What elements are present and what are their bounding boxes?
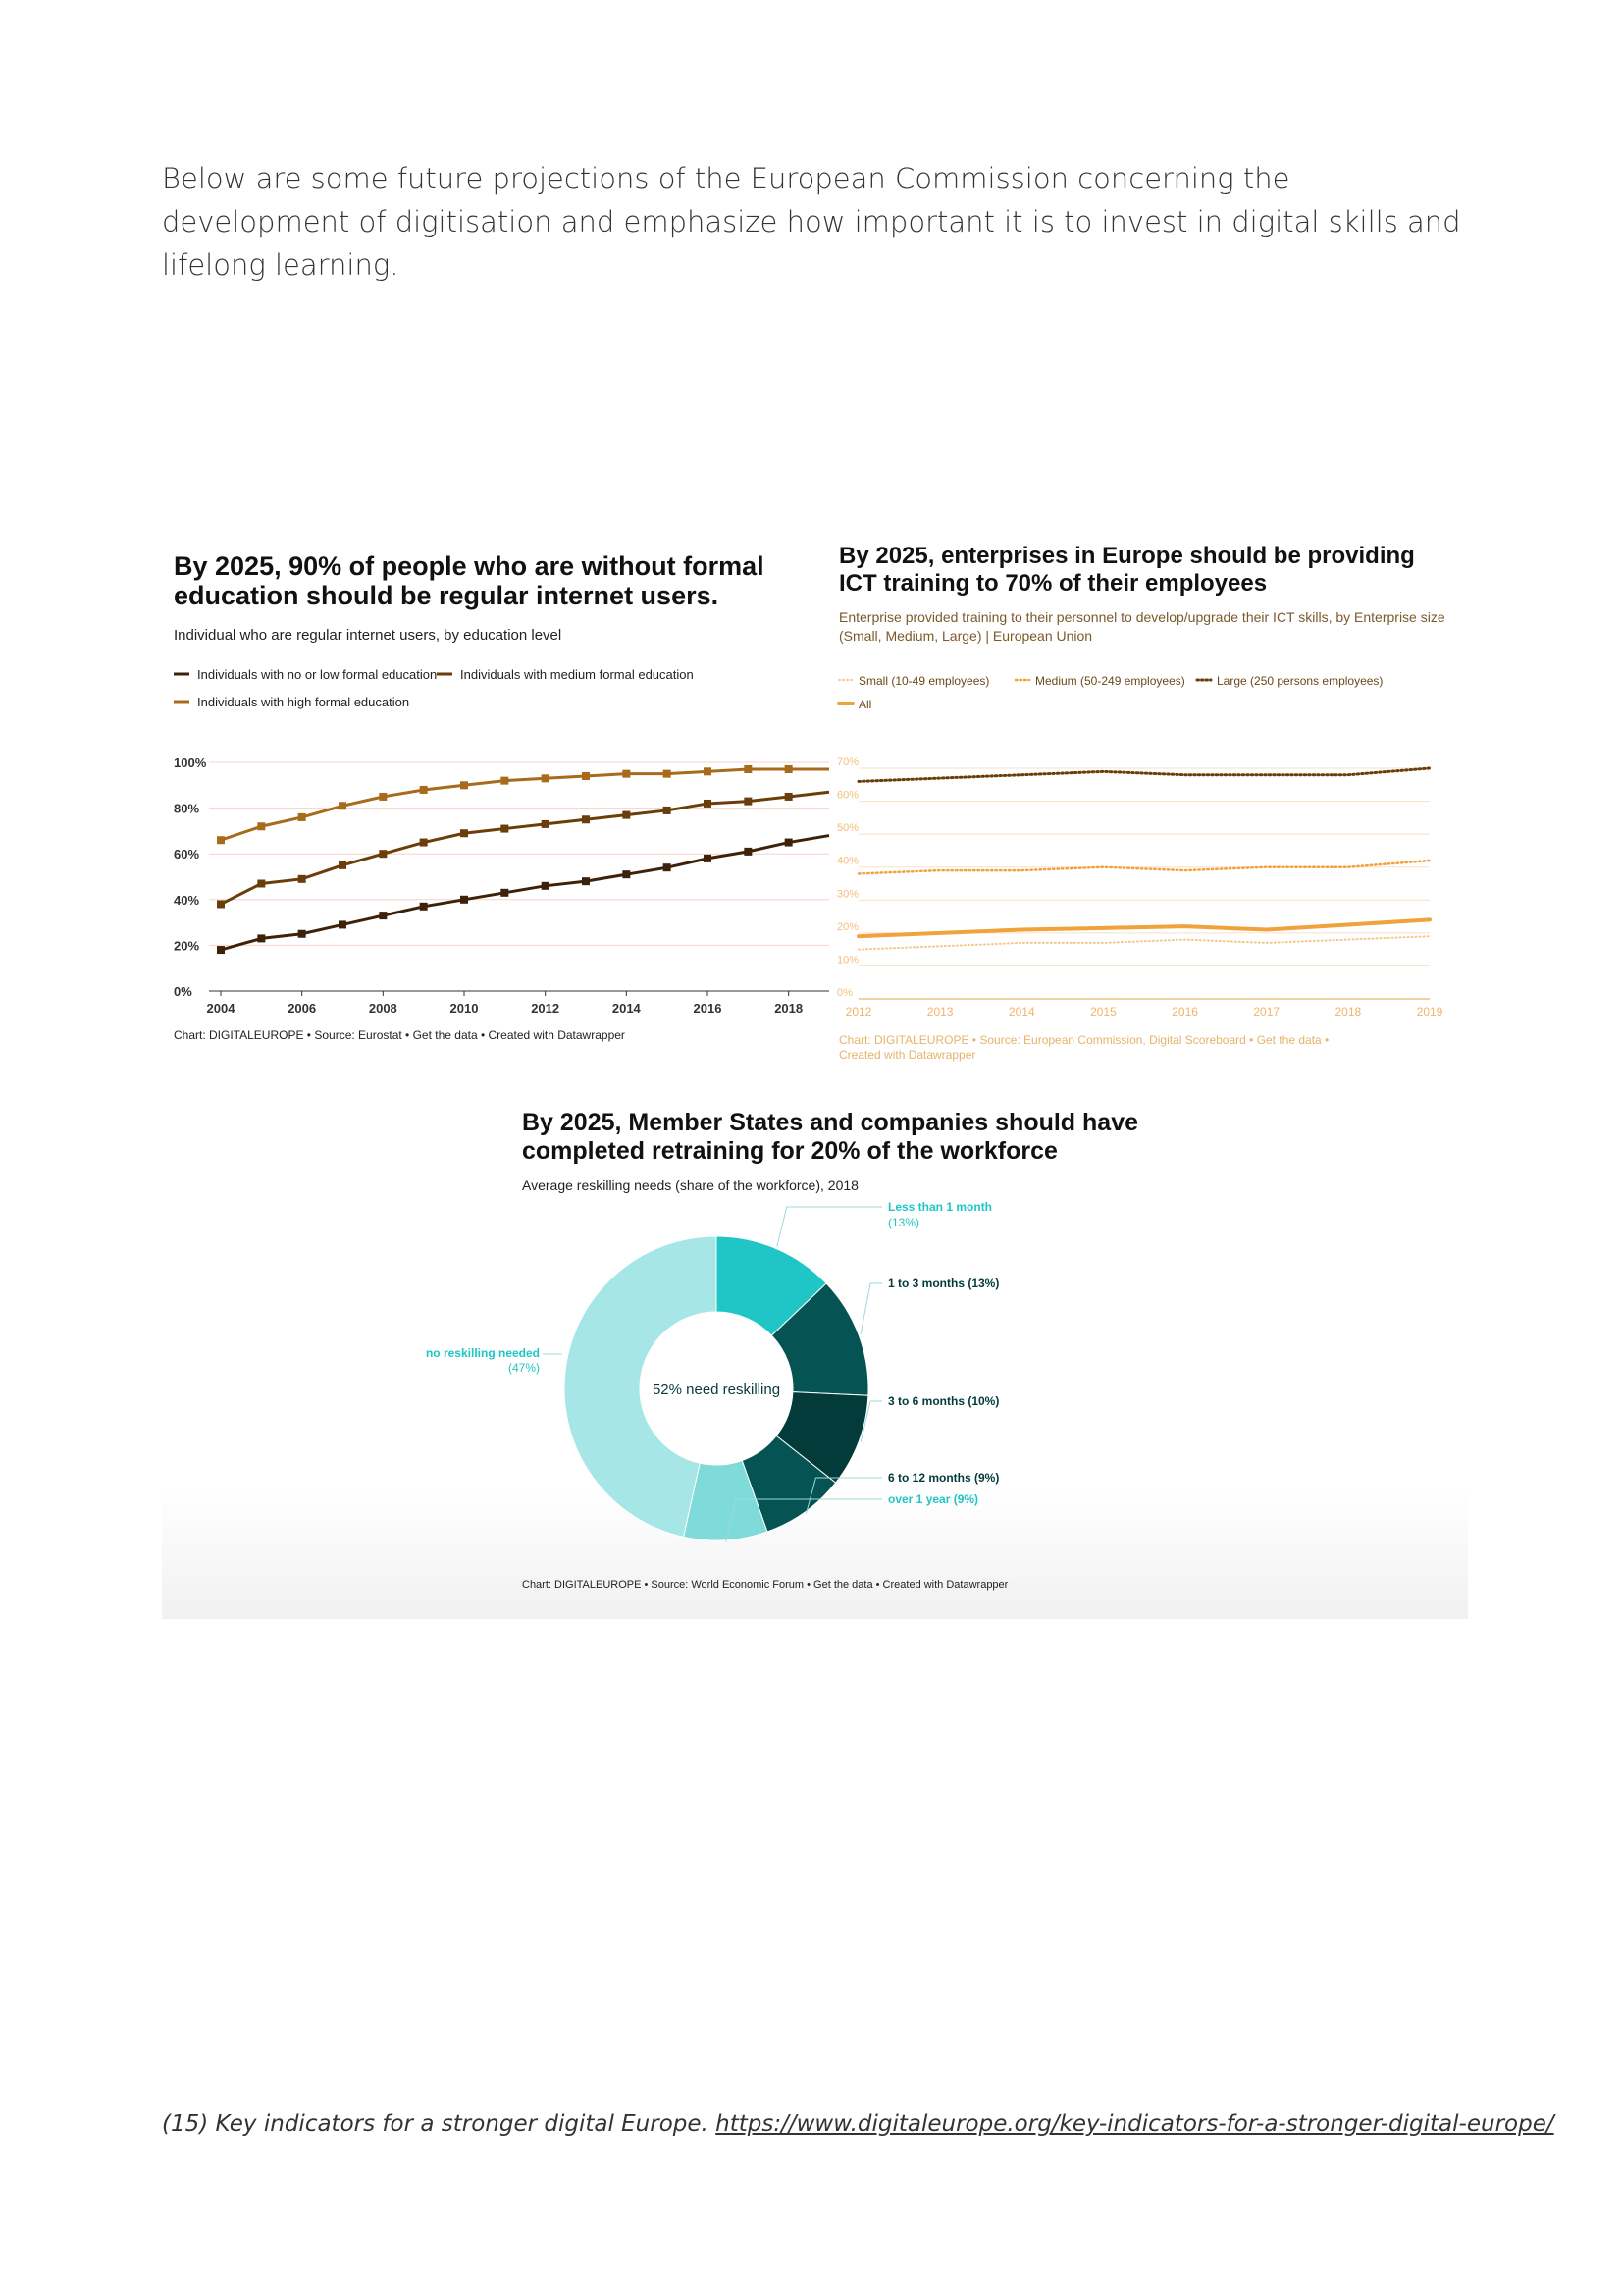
chart3-title: By 2025, Member States and companies should have completed retraining for 20% of the workforce	[522, 1109, 1139, 1165]
chart2-svg	[829, 651, 1467, 1018]
data-point	[744, 765, 752, 773]
x-tick-label: 2019	[1416, 1005, 1443, 1018]
data-point	[217, 900, 225, 908]
y-tick-label: 0%	[837, 987, 853, 999]
data-point	[298, 813, 306, 821]
y-tick-label: 50%	[837, 822, 860, 835]
data-point	[704, 800, 711, 808]
data-point	[785, 839, 793, 847]
y-tick-label: 100%	[174, 756, 207, 770]
legend-label-3: Large (250 persons employees)	[1217, 674, 1384, 688]
data-point	[542, 774, 549, 782]
series-line-3	[221, 769, 829, 840]
data-point	[622, 811, 630, 819]
slice-label-1: Less than 1 month	[888, 1200, 993, 1214]
donut-center-label: 52% need reskilling	[652, 1382, 781, 1398]
y-tick-label: 40%	[837, 855, 860, 867]
leader-line-1	[777, 1207, 882, 1247]
data-point	[420, 786, 428, 794]
data-point	[257, 822, 265, 830]
x-tick-label: 2013	[926, 1005, 954, 1018]
legend-label-1: Individuals with no or low formal education	[197, 667, 438, 682]
x-tick-label: 2016	[1172, 1005, 1198, 1018]
data-point	[663, 807, 671, 814]
data-point	[379, 793, 387, 801]
series-line-4	[859, 919, 1430, 936]
chart2-subtitle: Enterprise provided training to their personnel to develop/upgrade their ICT skills, by Enterprise size (Small, Medium, Large) | European Union	[839, 609, 1445, 644]
data-point	[460, 896, 468, 904]
legend-label-3: Individuals with high formal education	[197, 695, 410, 709]
data-point	[257, 934, 265, 942]
data-point	[379, 850, 387, 858]
x-tick-label: 2016	[693, 1001, 722, 1016]
data-point	[663, 770, 671, 778]
data-point	[460, 781, 468, 789]
data-point	[379, 912, 387, 919]
chart3-subtitle: Average reskilling needs (share of the workforce), 2018	[522, 1177, 859, 1193]
data-point	[663, 863, 671, 871]
leader-line-2	[861, 1283, 882, 1334]
data-point	[785, 765, 793, 773]
data-point	[460, 829, 468, 837]
y-tick-label: 0%	[174, 984, 192, 999]
data-point	[339, 802, 346, 809]
x-tick-label: 2018	[1334, 1005, 1362, 1018]
x-tick-label: 2014	[611, 1001, 641, 1016]
legend-label-1: Small (10-49 employees)	[859, 674, 990, 688]
chart1-source: Chart: DIGITALEUROPE • Source: Eurostat • Get the data • Created with Datawrapper	[174, 1028, 625, 1042]
chart2-source: Chart: DIGITALEUROPE • Source: European Commission, Digital Scoreboard • Get the data • Created with Datawrapper	[839, 1033, 1330, 1062]
slice-label-2: 1 to 3 months (13%)	[888, 1277, 1000, 1290]
x-tick-label: 2014	[1008, 1005, 1035, 1018]
data-point	[217, 836, 225, 844]
data-point	[704, 767, 711, 775]
footnote-link[interactable]: https://www.digitaleurope.org/key-indicators-for-a-stronger-digital-europe/	[715, 2112, 1554, 2137]
data-point	[298, 930, 306, 938]
data-point	[339, 861, 346, 869]
data-point	[257, 879, 265, 887]
y-tick-label: 10%	[837, 954, 860, 966]
slice-label-6: no reskilling needed	[425, 1346, 540, 1360]
data-point	[420, 903, 428, 911]
data-point	[744, 848, 752, 856]
data-point	[744, 798, 752, 806]
legend-label-2: Medium (50-249 employees)	[1035, 674, 1185, 688]
data-point	[217, 946, 225, 954]
x-tick-label: 2006	[288, 1001, 317, 1016]
slice-label-5: over 1 year (9%)	[888, 1492, 979, 1506]
chart1-subtitle: Individual who are regular internet users, by education level	[174, 627, 562, 644]
data-point	[622, 870, 630, 878]
chart3-svg	[425, 1200, 1182, 1560]
data-point	[785, 793, 793, 801]
y-tick-label: 60%	[837, 789, 860, 802]
chart3-source: Chart: DIGITALEUROPE • Source: World Economic Forum • Get the data • Created with Datawrapper	[522, 1579, 1009, 1591]
x-tick-label: 2015	[1090, 1005, 1117, 1018]
y-tick-label: 30%	[837, 888, 860, 901]
charts-panel	[162, 525, 1468, 1619]
data-point	[542, 882, 549, 890]
x-tick-label: 2018	[774, 1001, 804, 1016]
intro-paragraph: Below are some future projections of the European Commission concerning the development of digitisation and emphasize how important it is to invest in digital skills and lifelong learning.	[162, 162, 1461, 282]
x-tick-label: 2008	[368, 1001, 397, 1016]
slice-label-3: 3 to 6 months (10%)	[888, 1394, 1000, 1408]
legend-label-2: Individuals with medium formal education	[460, 667, 694, 682]
data-point	[704, 855, 711, 862]
data-point	[542, 820, 549, 828]
series-line-3	[859, 768, 1430, 781]
data-point	[500, 889, 508, 897]
chart2-title: By 2025, enterprises in Europe should be providing ICT training to 70% of their employees	[839, 543, 1415, 597]
footnote	[162, 2112, 1554, 2137]
x-tick-label: 2010	[449, 1001, 479, 1016]
footnote-text: (15) Key indicators for a stronger digital Europe.	[162, 2112, 716, 2137]
x-tick-label: 2012	[845, 1005, 872, 1018]
y-tick-label: 60%	[174, 847, 200, 862]
data-point	[298, 875, 306, 883]
chart1-title: By 2025, 90% of people who are without formal education should be regular internet users.	[174, 551, 764, 610]
chart1-svg	[162, 652, 834, 1016]
legend-label-4: All	[859, 698, 872, 711]
series-line-1	[859, 936, 1430, 949]
y-tick-label: 20%	[837, 920, 860, 933]
data-point	[339, 920, 346, 928]
data-point	[500, 777, 508, 785]
data-point	[622, 770, 630, 778]
data-point	[582, 877, 590, 885]
slice-label-4: 6 to 12 months (9%)	[888, 1471, 1000, 1485]
slice-pct-label-1: (13%)	[888, 1216, 920, 1229]
slice-pct-label-6: (47%)	[507, 1361, 540, 1375]
series-line-2	[221, 792, 829, 904]
y-tick-label: 20%	[174, 938, 200, 954]
data-point	[582, 772, 590, 780]
x-tick-label: 2004	[206, 1001, 235, 1016]
y-tick-label: 70%	[837, 757, 860, 768]
x-tick-label: 2017	[1253, 1005, 1281, 1018]
data-point	[420, 839, 428, 847]
data-point	[500, 825, 508, 833]
y-tick-label: 40%	[174, 892, 200, 908]
series-line-1	[221, 836, 829, 951]
x-tick-label: 2012	[531, 1001, 560, 1016]
data-point	[582, 815, 590, 823]
y-tick-label: 80%	[174, 801, 200, 816]
